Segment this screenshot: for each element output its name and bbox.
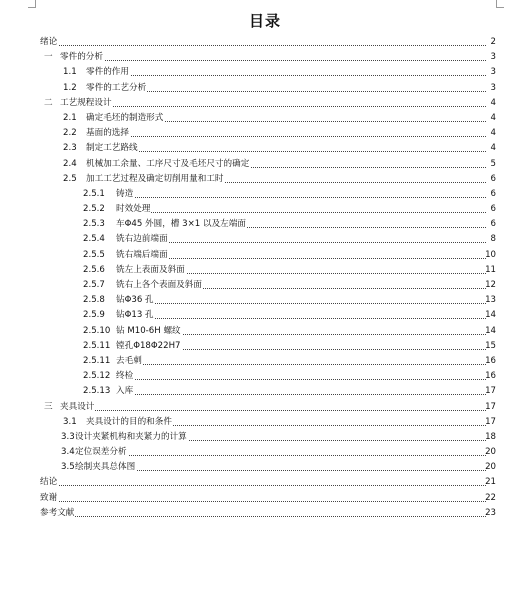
toc-entry-number: 3.5 (61, 462, 75, 473)
toc-entry-text: 铣右端后端面 (116, 249, 168, 260)
toc-entry[interactable] (40, 325, 496, 340)
toc-entry[interactable] (40, 218, 496, 233)
toc-entry-page: 17 (485, 401, 496, 412)
toc-entry[interactable] (40, 431, 496, 446)
toc-entry[interactable] (40, 294, 496, 309)
toc-entry-text: 铸造 (116, 188, 134, 199)
toc-entry-page: 22 (485, 492, 496, 503)
toc-entry-page: 14 (485, 325, 496, 336)
toc-entry-page: 11 (485, 264, 496, 275)
leader-dots (116, 379, 486, 380)
toc-entry[interactable] (40, 355, 496, 370)
toc-entry[interactable] (40, 188, 496, 203)
page-corner-mark-left (28, 0, 36, 8)
toc-entry[interactable] (40, 233, 496, 248)
toc-entry-page: 5 (490, 158, 496, 169)
toc-entry-text: 夹具设计的目的和条件 (86, 416, 172, 427)
toc-entry[interactable] (40, 112, 496, 127)
toc-entry-number: 2.1 (63, 112, 77, 123)
toc-entry-number: 2.5.11 (83, 355, 111, 366)
toc-title: 目录 (248, 12, 281, 30)
leader-dots (116, 318, 486, 319)
toc-entry-text: 钻Φ36 孔 (116, 295, 154, 306)
leader-dots (116, 197, 486, 198)
toc-entry-page: 21 (485, 477, 496, 488)
toc-entry-number: 2.4 (63, 158, 77, 169)
toc-entry-number: 二 (44, 97, 53, 108)
toc-entry-text: 夹具设计 (60, 401, 95, 412)
toc-entry-page: 18 (485, 431, 496, 442)
toc-entry-text: 工艺规程设计 (60, 97, 112, 108)
toc-entry-page: 3 (490, 67, 496, 78)
toc-entry-number: 2.2 (63, 128, 77, 139)
toc-entry[interactable] (40, 36, 496, 51)
toc-entry-page: 17 (485, 416, 496, 427)
toc-entry-number: 1.2 (63, 82, 77, 93)
toc-entry-number: 3.3 (61, 431, 75, 442)
toc-entry[interactable] (40, 461, 496, 476)
toc-entry-text: 基面的选择 (86, 128, 129, 139)
toc-entry-text: 钻 M10-6H 螺纹 (116, 325, 181, 336)
toc-entry-text: 参考文献 (40, 507, 75, 518)
toc-entry-number: 一 (44, 52, 53, 63)
toc-entry-text: 时效处理 (116, 204, 151, 215)
toc-entry-text: 绪论 (40, 37, 58, 47)
leader-dots (40, 45, 486, 46)
toc-entry[interactable] (40, 158, 496, 173)
toc-entry-number: 2.5.3 (83, 219, 105, 230)
toc-entry[interactable] (40, 173, 496, 188)
toc-entry-number: 2.5.11 (83, 340, 111, 351)
toc-entry-page: 14 (485, 310, 496, 321)
toc-entry-page: 8 (490, 234, 496, 245)
toc-entry-number: 3.1 (63, 416, 77, 427)
toc-entry-number: 2.5.8 (83, 295, 105, 306)
leader-dots (116, 303, 486, 304)
table-of-contents (40, 36, 496, 522)
toc-entry-text: 铣右上各个表面及斜面 (116, 280, 202, 290)
toc-entry[interactable] (40, 492, 496, 507)
toc-entry-number: 2.5.13 (83, 386, 111, 397)
leader-dots (40, 501, 486, 502)
toc-entry[interactable] (40, 264, 496, 279)
toc-entry[interactable] (40, 82, 496, 97)
toc-entry-text: 终检 (116, 371, 134, 382)
toc-entry-page: 6 (490, 188, 496, 199)
toc-entry-number: 2.5.6 (83, 264, 105, 275)
leader-dots (75, 470, 486, 471)
toc-entry-page: 20 (485, 462, 496, 473)
leader-dots (40, 516, 486, 517)
toc-entry-page: 2 (490, 37, 496, 47)
toc-entry[interactable] (40, 279, 496, 294)
toc-entry[interactable] (40, 249, 496, 264)
toc-entry-text: 结论 (40, 477, 58, 488)
toc-entry[interactable] (40, 66, 496, 81)
toc-entry-text: 车Φ45 外圆，槽 3×1 以及左端面 (116, 219, 246, 230)
toc-entry-number: 2.3 (63, 143, 77, 154)
toc-entry[interactable] (40, 340, 496, 355)
toc-entry-page: 3 (490, 52, 496, 63)
toc-entry-page: 23 (485, 507, 496, 518)
toc-entry-text: 加工工艺过程及确定切削用量和工时 (86, 173, 224, 184)
toc-entry-text: 确定毛坯的制造形式 (86, 112, 164, 123)
toc-entry-text: 绘制夹具总体图 (75, 462, 136, 473)
toc-entry-number: 2.5.1 (83, 188, 105, 199)
toc-entry[interactable] (40, 142, 496, 157)
leader-dots (116, 258, 486, 259)
toc-entry-text: 机械加工余量、工序尺寸及毛坯尺寸的确定 (86, 158, 250, 169)
leader-dots (60, 60, 486, 61)
toc-entry[interactable] (40, 401, 496, 416)
toc-entry-number: 2.5.12 (83, 371, 111, 382)
toc-entry-number: 2.5 (63, 173, 77, 184)
toc-entry-page: 10 (485, 249, 496, 260)
toc-entry-page: 20 (485, 447, 496, 458)
toc-entry-number: 3.4 (61, 447, 75, 458)
toc-entry[interactable] (40, 446, 496, 461)
toc-entry-text: 入库 (116, 386, 134, 397)
leader-dots (60, 410, 486, 411)
leader-dots (86, 136, 486, 137)
leader-dots (116, 364, 486, 365)
toc-entry[interactable] (40, 370, 496, 385)
toc-entry-text: 铣右边前端面 (116, 234, 168, 245)
toc-entry-text: 设计夹紧机构和夹紧力的计算 (75, 431, 187, 442)
toc-entry-page: 17 (485, 386, 496, 397)
toc-entry[interactable] (40, 203, 496, 218)
toc-entry-number: 2.5.9 (83, 310, 105, 321)
toc-entry-page: 13 (485, 295, 496, 306)
toc-entry-page: 16 (485, 371, 496, 382)
toc-entry[interactable] (40, 507, 496, 522)
toc-entry-page: 12 (485, 280, 496, 290)
toc-entry-text: 镗孔Φ18Φ22H7 (116, 340, 181, 351)
toc-entry[interactable] (40, 476, 496, 491)
toc-entry-page: 4 (490, 128, 496, 139)
toc-entry-page: 4 (490, 143, 496, 154)
leader-dots (60, 106, 486, 107)
toc-entry-text: 零件的作用 (86, 67, 129, 78)
toc-entry-text: 铣左上表面及斜面 (116, 264, 185, 275)
toc-entry-page: 4 (490, 97, 496, 108)
toc-entry[interactable] (40, 51, 496, 66)
page-corner-mark-right (496, 0, 504, 8)
toc-entry-page: 4 (490, 112, 496, 123)
leader-dots (86, 151, 486, 152)
toc-entry-text: 制定工艺路线 (86, 143, 138, 154)
toc-entry[interactable] (40, 416, 496, 431)
leader-dots (86, 75, 486, 76)
toc-entry-number: 2.5.2 (83, 204, 105, 215)
toc-entry-page: 3 (490, 82, 496, 93)
leader-dots (40, 485, 486, 486)
toc-entry[interactable] (40, 97, 496, 112)
toc-entry-text: 零件的分析 (60, 52, 103, 63)
leader-dots (116, 242, 486, 243)
leader-dots (116, 394, 486, 395)
toc-entry-number: 2.5.5 (83, 249, 105, 260)
toc-entry-number: 2.5.4 (83, 234, 105, 245)
toc-entry-page: 16 (485, 355, 496, 366)
toc-entry-text: 零件的工艺分析 (86, 82, 147, 93)
toc-entry-page: 15 (485, 340, 496, 351)
toc-entry[interactable] (40, 309, 496, 324)
toc-entry-number: 三 (44, 401, 53, 412)
toc-entry-number: 2.5.7 (83, 280, 105, 290)
toc-entry-text: 定位误差分析 (75, 447, 127, 458)
toc-entry[interactable] (40, 385, 496, 400)
toc-entry-page: 6 (490, 204, 496, 215)
toc-entry-page: 6 (490, 173, 496, 184)
toc-entry-text: 钻Φ13 孔 (116, 310, 154, 321)
toc-entry-number: 1.1 (63, 67, 77, 78)
leader-dots (75, 455, 486, 456)
toc-entry-number: 2.5.10 (83, 325, 111, 336)
toc-entry-page: 6 (490, 219, 496, 230)
toc-entry-text: 去毛刺 (116, 355, 142, 366)
toc-entry[interactable] (40, 127, 496, 142)
leader-dots (116, 212, 486, 213)
toc-entry-text: 致谢 (40, 492, 58, 503)
